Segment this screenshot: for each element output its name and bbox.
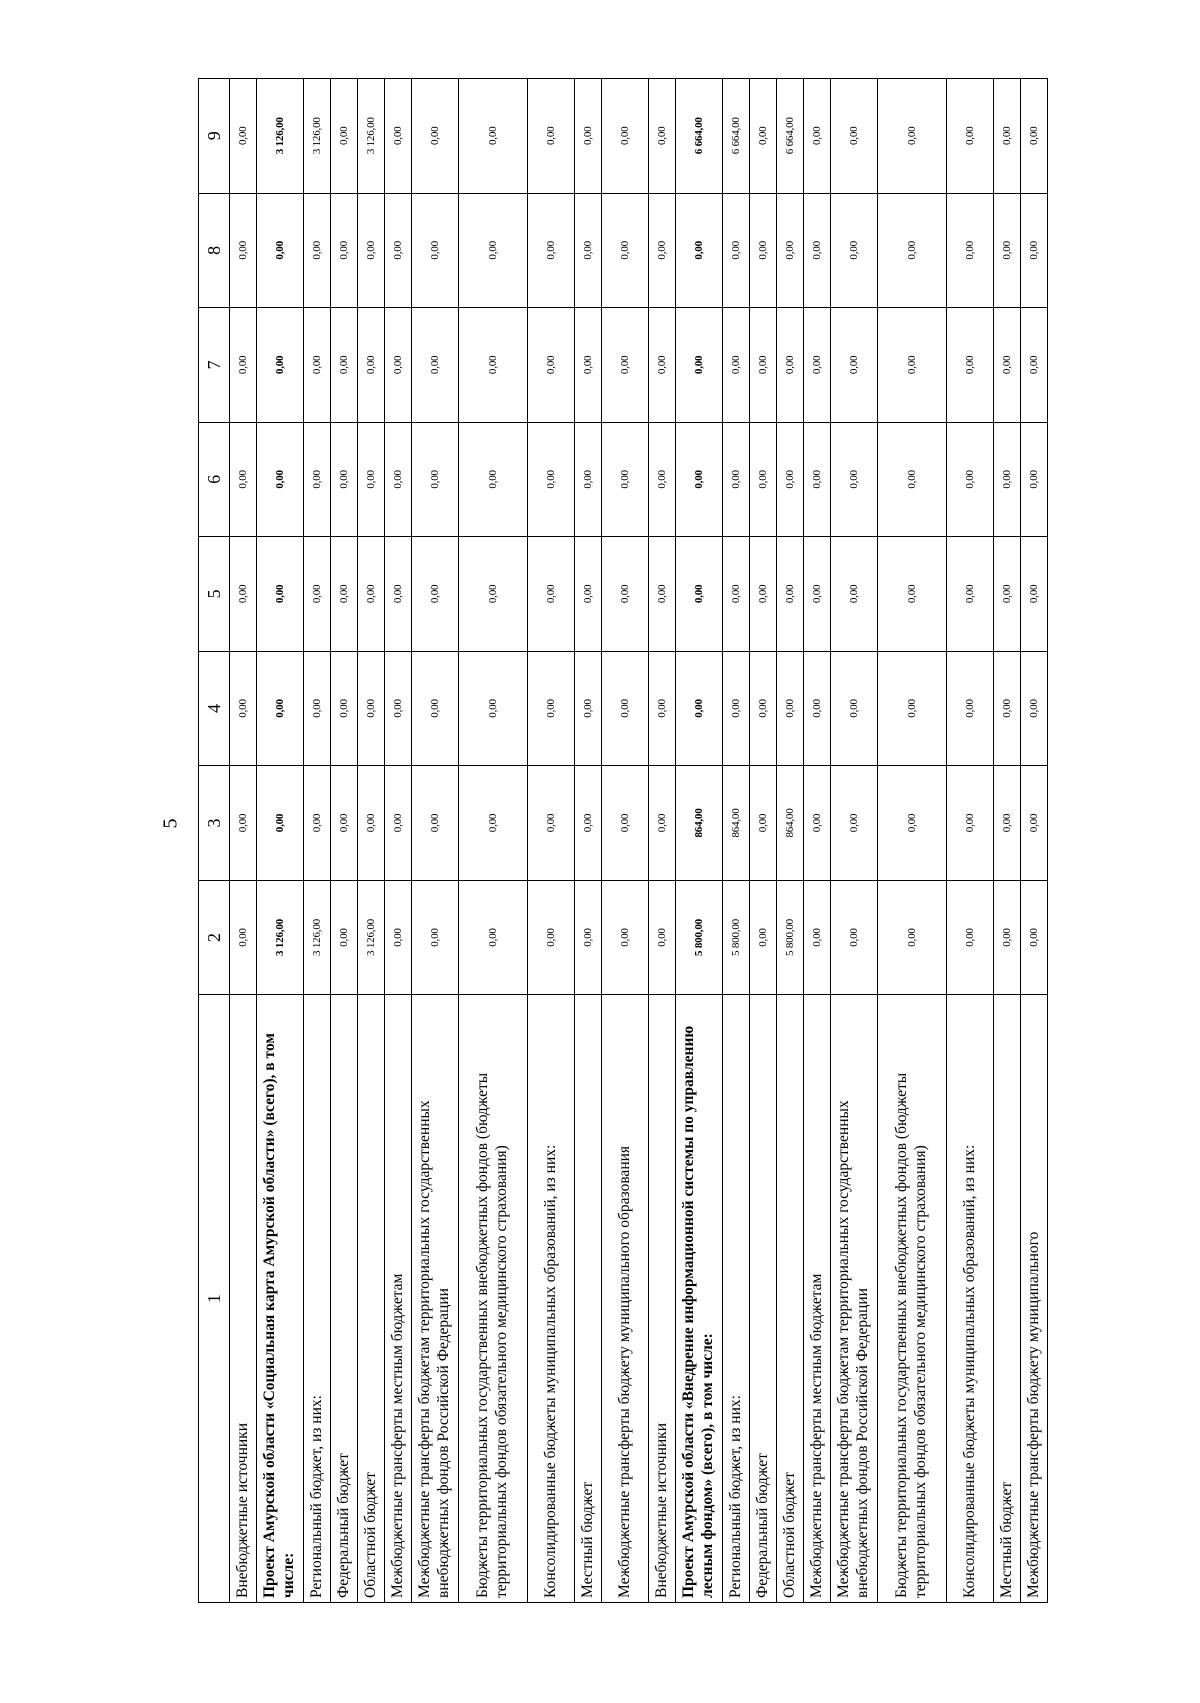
amount-cell: 0,00	[385, 422, 412, 537]
amount-cell: 0,00	[676, 422, 723, 537]
rotated-table-wrapper	[198, 78, 1078, 1603]
amount-cell: 0,00	[947, 308, 994, 423]
amount-cell: 0,00	[230, 537, 257, 652]
amount-cell: 0,00	[649, 766, 676, 881]
amount-cell: 0,00	[878, 537, 947, 652]
amount-cell: 0,00	[602, 880, 649, 995]
amount-cell: 0,00	[602, 193, 649, 308]
row-label: Федеральный бюджет	[750, 995, 777, 1603]
column-header: 9	[199, 79, 230, 194]
amount-cell: 0,00	[575, 880, 602, 995]
amount-cell: 0,00	[385, 308, 412, 423]
amount-cell: 0,00	[878, 880, 947, 995]
amount-cell: 0,00	[528, 79, 575, 194]
amount-cell: 0,00	[230, 422, 257, 537]
amount-cell: 0,00	[575, 537, 602, 652]
amount-cell: 3 126,00	[304, 880, 331, 995]
amount-cell: 0,00	[331, 880, 358, 995]
amount-cell: 0,00	[385, 651, 412, 766]
amount-cell: 0,00	[777, 651, 804, 766]
amount-cell: 0,00	[804, 308, 831, 423]
table-row	[831, 79, 878, 1603]
row-label: Бюджеты территориальных государственных внебюджетных фондов (бюджеты территориальных фондов обязательного медицинского страхования)	[878, 995, 947, 1603]
amount-cell: 0,00	[723, 651, 750, 766]
table-row	[528, 79, 575, 1603]
amount-cell: 0,00	[649, 422, 676, 537]
amount-cell: 0,00	[1021, 651, 1048, 766]
amount-cell: 0,00	[723, 193, 750, 308]
amount-cell: 0,00	[528, 193, 575, 308]
amount-cell: 0,00	[304, 193, 331, 308]
table-body	[230, 79, 1048, 1603]
row-label: Консолидированные бюджеты муниципальных образований, из них:	[528, 995, 575, 1603]
row-label: Межбюджетные трансферты местным бюджетам	[804, 995, 831, 1603]
amount-cell: 0,00	[1021, 79, 1048, 194]
amount-cell: 0,00	[602, 766, 649, 881]
amount-cell: 0,00	[831, 766, 878, 881]
amount-cell: 0,00	[602, 651, 649, 766]
table-row	[723, 79, 750, 1603]
amount-cell: 0,00	[676, 193, 723, 308]
amount-cell: 0,00	[575, 308, 602, 423]
amount-cell: 0,00	[528, 422, 575, 537]
row-label: Межбюджетные трансферты бюджетам территориальных государственных внебюджетных фондов Российской Федерации	[831, 995, 878, 1603]
header-row	[199, 79, 230, 1603]
amount-cell: 0,00	[994, 766, 1021, 881]
amount-cell: 0,00	[947, 422, 994, 537]
amount-cell: 0,00	[257, 193, 304, 308]
amount-cell: 0,00	[804, 193, 831, 308]
amount-cell: 0,00	[575, 422, 602, 537]
amount-cell: 0,00	[1021, 766, 1048, 881]
amount-cell: 0,00	[1021, 308, 1048, 423]
amount-cell: 0,00	[602, 79, 649, 194]
amount-cell: 0,00	[528, 537, 575, 652]
amount-cell: 0,00	[257, 422, 304, 537]
column-header: 8	[199, 193, 230, 308]
amount-cell: 0,00	[723, 537, 750, 652]
amount-cell: 0,00	[777, 193, 804, 308]
amount-cell: 0,00	[1021, 537, 1048, 652]
amount-cell: 0,00	[304, 766, 331, 881]
amount-cell: 0,00	[994, 193, 1021, 308]
row-label: Федеральный бюджет	[331, 995, 358, 1603]
amount-cell: 0,00	[831, 308, 878, 423]
amount-cell: 0,00	[750, 880, 777, 995]
amount-cell: 0,00	[358, 193, 385, 308]
amount-cell: 0,00	[412, 193, 459, 308]
amount-cell: 0,00	[947, 79, 994, 194]
amount-cell: 0,00	[878, 422, 947, 537]
table-row	[385, 79, 412, 1603]
amount-cell: 0,00	[947, 880, 994, 995]
amount-cell: 0,00	[878, 79, 947, 194]
row-label: Консолидированные бюджеты муниципальных образований, из них:	[947, 995, 994, 1603]
amount-cell: 0,00	[412, 308, 459, 423]
column-header: 6	[199, 422, 230, 537]
amount-cell: 0,00	[459, 308, 528, 423]
amount-cell: 0,00	[831, 79, 878, 194]
amount-cell: 0,00	[994, 651, 1021, 766]
amount-cell: 0,00	[459, 651, 528, 766]
amount-cell: 0,00	[412, 766, 459, 881]
amount-cell: 0,00	[230, 308, 257, 423]
amount-cell: 5 800,00	[723, 880, 750, 995]
amount-cell: 0,00	[994, 880, 1021, 995]
amount-cell: 0,00	[257, 308, 304, 423]
amount-cell: 0,00	[804, 880, 831, 995]
amount-cell: 0,00	[412, 880, 459, 995]
amount-cell: 0,00	[831, 193, 878, 308]
amount-cell: 0,00	[1021, 422, 1048, 537]
amount-cell: 0,00	[459, 537, 528, 652]
amount-cell: 0,00	[304, 308, 331, 423]
amount-cell: 0,00	[358, 766, 385, 881]
amount-cell: 0,00	[230, 880, 257, 995]
amount-cell: 0,00	[676, 308, 723, 423]
amount-cell: 0,00	[331, 422, 358, 537]
amount-cell: 0,00	[947, 766, 994, 881]
amount-cell: 0,00	[230, 79, 257, 194]
row-label: Областной бюджет	[358, 995, 385, 1603]
amount-cell: 0,00	[994, 422, 1021, 537]
row-label: Региональный бюджет, из них:	[723, 995, 750, 1603]
amount-cell: 0,00	[257, 766, 304, 881]
amount-cell: 0,00	[1021, 193, 1048, 308]
amount-cell: 0,00	[575, 651, 602, 766]
row-label: Межбюджетные трансферты бюджету муниципального образования	[602, 995, 649, 1603]
table-row	[804, 79, 831, 1603]
table-row	[750, 79, 777, 1603]
table-row	[649, 79, 676, 1603]
amount-cell: 0,00	[385, 79, 412, 194]
amount-cell: 0,00	[1021, 880, 1048, 995]
amount-cell: 6 664,00	[676, 79, 723, 194]
amount-cell: 0,00	[649, 79, 676, 194]
row-label: Проект Амурской области «Социальная карта Амурской области» (всего), в том числе:	[257, 995, 304, 1603]
table-row	[947, 79, 994, 1603]
amount-cell: 0,00	[459, 79, 528, 194]
table-row	[777, 79, 804, 1603]
amount-cell: 5 800,00	[676, 880, 723, 995]
amount-cell: 0,00	[649, 880, 676, 995]
amount-cell: 0,00	[602, 308, 649, 423]
amount-cell: 0,00	[412, 537, 459, 652]
amount-cell: 0,00	[528, 651, 575, 766]
amount-cell: 0,00	[459, 766, 528, 881]
table-row	[459, 79, 528, 1603]
budget-table	[198, 78, 1048, 1603]
amount-cell: 0,00	[459, 193, 528, 308]
amount-cell: 0,00	[649, 537, 676, 652]
amount-cell: 0,00	[575, 766, 602, 881]
row-label: Межбюджетные трансферты местным бюджетам	[385, 995, 412, 1603]
amount-cell: 0,00	[385, 193, 412, 308]
row-label: Областной бюджет	[777, 995, 804, 1603]
row-label: Местный бюджет	[575, 995, 602, 1603]
table-row	[230, 79, 257, 1603]
column-header: 2	[199, 880, 230, 995]
table-row	[575, 79, 602, 1603]
amount-cell: 0,00	[385, 880, 412, 995]
amount-cell: 3 126,00	[358, 79, 385, 194]
amount-cell: 0,00	[878, 766, 947, 881]
amount-cell: 0,00	[257, 537, 304, 652]
table-row	[878, 79, 947, 1603]
amount-cell: 0,00	[412, 651, 459, 766]
amount-cell: 0,00	[358, 422, 385, 537]
amount-cell: 0,00	[304, 537, 331, 652]
row-label: Местный бюджет	[994, 995, 1021, 1603]
table-row	[358, 79, 385, 1603]
table-row	[994, 79, 1021, 1603]
amount-cell: 0,00	[649, 308, 676, 423]
amount-cell: 0,00	[602, 422, 649, 537]
amount-cell: 864,00	[777, 766, 804, 881]
amount-cell: 0,00	[331, 308, 358, 423]
amount-cell: 0,00	[878, 651, 947, 766]
amount-cell: 0,00	[528, 880, 575, 995]
amount-cell: 0,00	[528, 308, 575, 423]
amount-cell: 0,00	[459, 422, 528, 537]
amount-cell: 0,00	[358, 537, 385, 652]
amount-cell: 0,00	[804, 422, 831, 537]
amount-cell: 0,00	[331, 537, 358, 652]
amount-cell: 0,00	[831, 651, 878, 766]
amount-cell: 0,00	[804, 537, 831, 652]
amount-cell: 0,00	[649, 651, 676, 766]
amount-cell: 3 126,00	[358, 880, 385, 995]
row-label: Межбюджетные трансферты бюджету муниципального	[1021, 995, 1048, 1603]
amount-cell: 0,00	[750, 766, 777, 881]
table-row	[676, 79, 723, 1603]
amount-cell: 6 664,00	[723, 79, 750, 194]
amount-cell: 0,00	[750, 308, 777, 423]
row-label: Внебюджетные источники	[230, 995, 257, 1603]
amount-cell: 0,00	[750, 79, 777, 194]
amount-cell: 0,00	[947, 193, 994, 308]
amount-cell: 0,00	[947, 537, 994, 652]
amount-cell: 0,00	[804, 766, 831, 881]
row-label: Бюджеты территориальных государственных внебюджетных фондов (бюджеты территориальных фондов обязательного медицинского страхования)	[459, 995, 528, 1603]
amount-cell: 0,00	[358, 308, 385, 423]
table-row	[412, 79, 459, 1603]
amount-cell: 0,00	[412, 422, 459, 537]
amount-cell: 0,00	[230, 193, 257, 308]
column-header: 7	[199, 308, 230, 423]
column-header: 5	[199, 537, 230, 652]
column-header: 1	[199, 995, 230, 1603]
amount-cell: 0,00	[994, 308, 1021, 423]
amount-cell: 0,00	[777, 308, 804, 423]
amount-cell: 864,00	[723, 766, 750, 881]
amount-cell: 0,00	[777, 422, 804, 537]
amount-cell: 0,00	[777, 537, 804, 652]
amount-cell: 0,00	[331, 651, 358, 766]
amount-cell: 6 664,00	[777, 79, 804, 194]
table-row	[257, 79, 304, 1603]
row-label: Межбюджетные трансферты бюджетам территориальных государственных внебюджетных фондов Российской Федерации	[412, 995, 459, 1603]
amount-cell: 0,00	[831, 422, 878, 537]
table-row	[304, 79, 331, 1603]
amount-cell: 0,00	[676, 651, 723, 766]
amount-cell: 0,00	[994, 537, 1021, 652]
amount-cell: 0,00	[230, 766, 257, 881]
amount-cell: 0,00	[575, 79, 602, 194]
amount-cell: 0,00	[676, 537, 723, 652]
amount-cell: 0,00	[358, 651, 385, 766]
table-row	[602, 79, 649, 1603]
column-header: 4	[199, 651, 230, 766]
amount-cell: 0,00	[649, 193, 676, 308]
amount-cell: 0,00	[304, 422, 331, 537]
amount-cell: 0,00	[831, 537, 878, 652]
amount-cell: 0,00	[331, 193, 358, 308]
column-header: 3	[199, 766, 230, 881]
amount-cell: 0,00	[750, 422, 777, 537]
row-label: Проект Амурской области «Внедрение информационной системы по управлению лесным фондом» (всего), в том числе:	[676, 995, 723, 1603]
amount-cell: 0,00	[994, 79, 1021, 194]
amount-cell: 0,00	[750, 651, 777, 766]
amount-cell: 0,00	[304, 651, 331, 766]
amount-cell: 3 126,00	[304, 79, 331, 194]
amount-cell: 0,00	[331, 79, 358, 194]
page-number: 5	[159, 818, 182, 829]
amount-cell: 0,00	[602, 537, 649, 652]
amount-cell: 0,00	[750, 537, 777, 652]
amount-cell: 0,00	[257, 651, 304, 766]
amount-cell: 0,00	[947, 651, 994, 766]
amount-cell: 0,00	[575, 193, 602, 308]
amount-cell: 0,00	[878, 308, 947, 423]
amount-cell: 0,00	[459, 880, 528, 995]
amount-cell: 0,00	[723, 422, 750, 537]
row-label: Региональный бюджет, из них:	[304, 995, 331, 1603]
amount-cell: 0,00	[385, 537, 412, 652]
amount-cell: 0,00	[831, 880, 878, 995]
amount-cell: 3 126,00	[257, 79, 304, 194]
amount-cell: 0,00	[230, 651, 257, 766]
amount-cell: 0,00	[331, 766, 358, 881]
amount-cell: 0,00	[804, 651, 831, 766]
amount-cell: 864,00	[676, 766, 723, 881]
amount-cell: 0,00	[878, 193, 947, 308]
amount-cell: 0,00	[723, 308, 750, 423]
row-label: Внебюджетные источники	[649, 995, 676, 1603]
amount-cell: 0,00	[412, 79, 459, 194]
amount-cell: 0,00	[385, 766, 412, 881]
amount-cell: 5 800,00	[777, 880, 804, 995]
table-row	[331, 79, 358, 1603]
amount-cell: 0,00	[804, 79, 831, 194]
amount-cell: 0,00	[528, 766, 575, 881]
amount-cell: 0,00	[750, 193, 777, 308]
table-row	[1021, 79, 1048, 1603]
amount-cell: 3 126,00	[257, 880, 304, 995]
